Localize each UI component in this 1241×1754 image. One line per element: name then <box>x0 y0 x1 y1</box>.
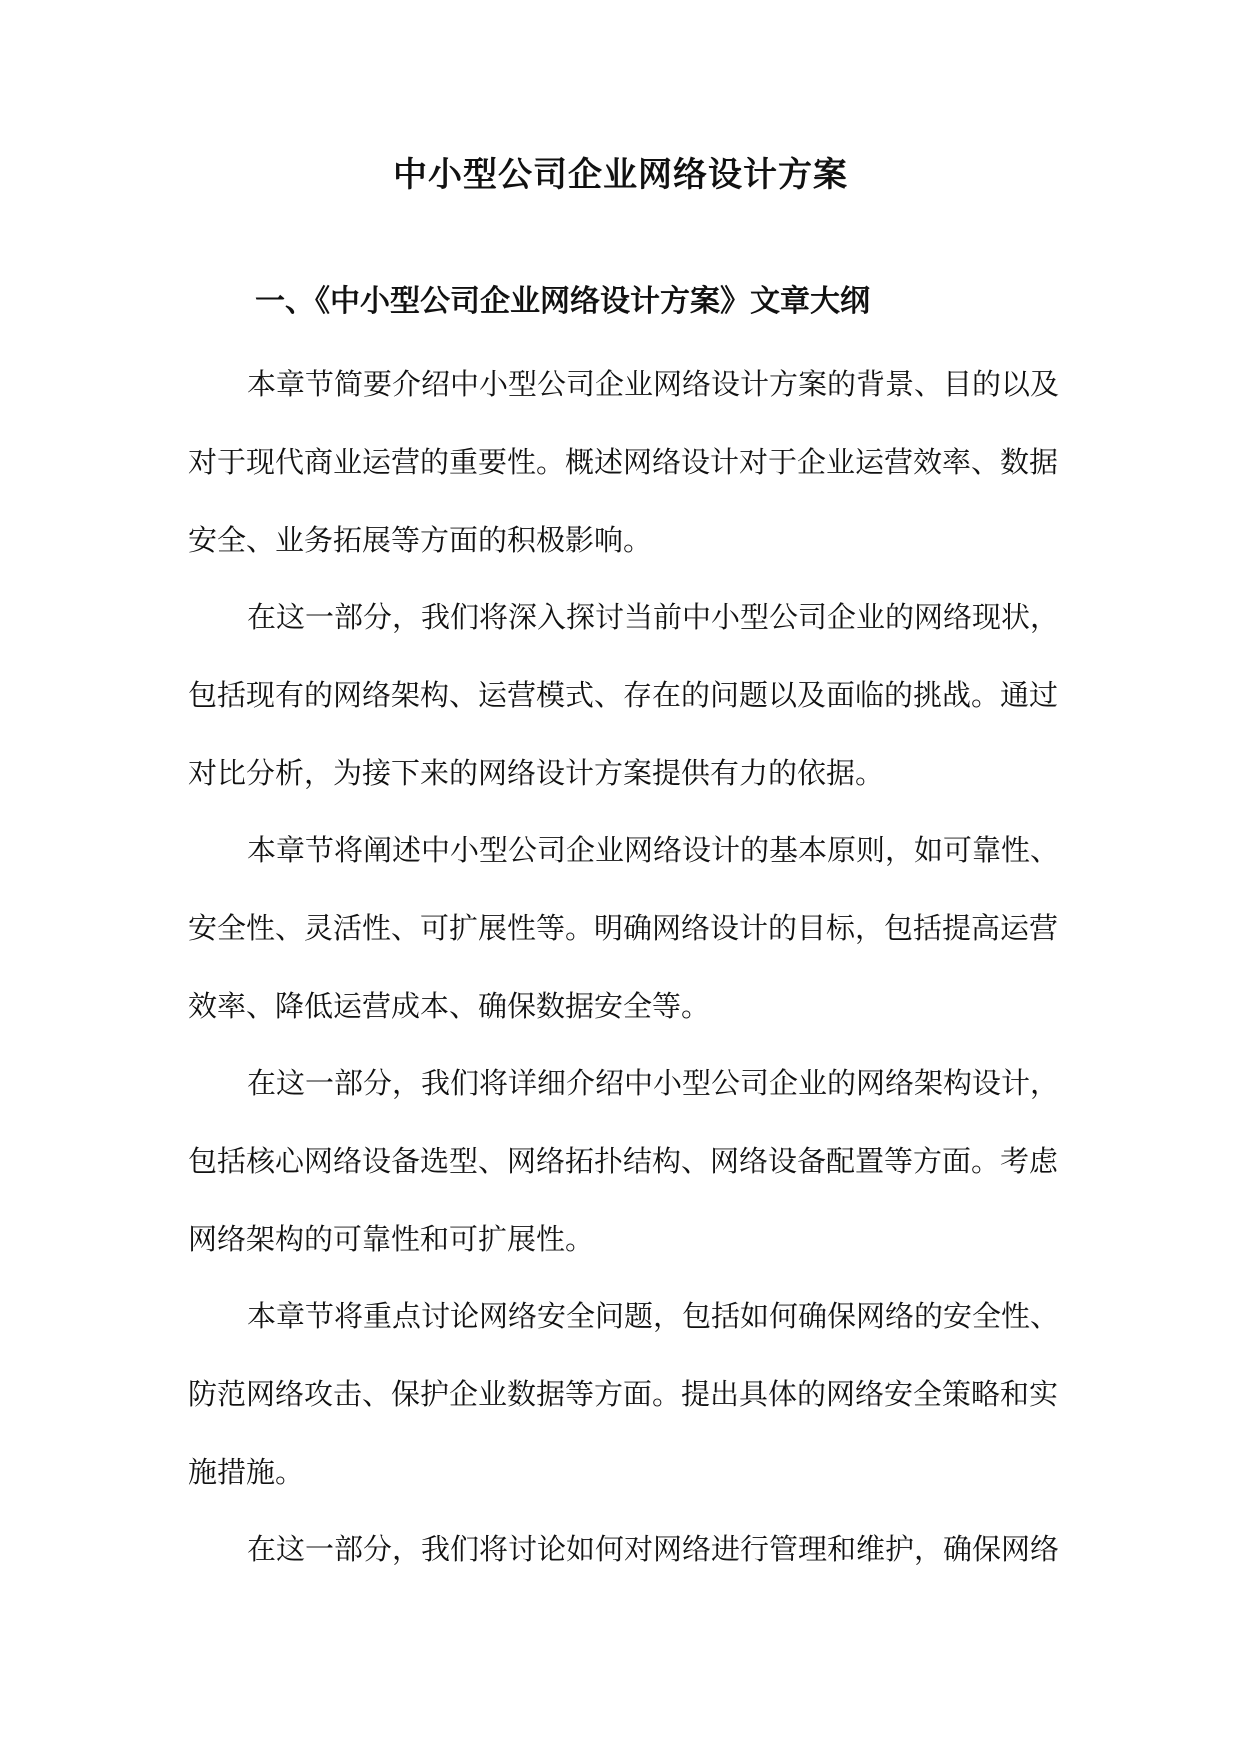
paragraph-line: 包括核心网络设备选型、网络拓扑结构、网络设备配置等方面。考虑 <box>188 1144 1059 1178</box>
paragraph-line: 在这一部分，我们将深入探讨当前中小型公司企业的网络现状， <box>247 600 1060 634</box>
paragraph-1 <box>188 345 1058 579</box>
paragraph-line: 对于现代商业运营的重要性。概述网络设计对于企业运营效率、数据 <box>188 445 1059 479</box>
paragraph-line: 安全性、灵活性、可扩展性等。明确网络设计的目标，包括提高运营 <box>188 911 1059 945</box>
paragraph-line: 在这一部分，我们将讨论如何对网络进行管理和维护，确保网络 <box>247 1532 1060 1566</box>
section-heading: 一、《中小型公司企业网络设计方案》文章大纲 <box>255 284 870 319</box>
paragraph-6 <box>188 1510 1058 1588</box>
paragraph-3 <box>188 811 1058 1045</box>
paragraph-line: 本章节简要介绍中小型公司企业网络设计方案的背景、目的以及 <box>247 367 1060 401</box>
paragraph-line: 施措施。 <box>188 1455 305 1489</box>
paragraph-line: 包括现有的网络架构、运营模式、存在的问题以及面临的挑战。通过 <box>188 678 1059 712</box>
paragraph-line: 网络架构的可靠性和可扩展性。 <box>188 1222 595 1256</box>
paragraph-2 <box>188 578 1058 812</box>
paragraph-line: 本章节将重点讨论网络安全问题，包括如何确保网络的安全性、 <box>247 1299 1060 1333</box>
paragraph-line: 安全、业务拓展等方面的积极影响。 <box>188 523 653 557</box>
paragraph-line: 在这一部分，我们将详细介绍中小型公司企业的网络架构设计， <box>247 1066 1060 1100</box>
paragraph-4 <box>188 1044 1058 1278</box>
paragraph-line: 本章节将阐述中小型公司企业网络设计的基本原则，如可靠性、 <box>247 833 1060 867</box>
paragraph-line: 对比分析，为接下来的网络设计方案提供有力的依据。 <box>188 756 885 790</box>
document-title: 中小型公司企业网络设计方案 <box>393 155 848 195</box>
paragraph-line: 防范网络攻击、保护企业数据等方面。提出具体的网络安全策略和实 <box>188 1377 1059 1411</box>
paragraph-line: 效率、降低运营成本、确保数据安全等。 <box>188 989 711 1023</box>
paragraph-5 <box>188 1277 1058 1511</box>
